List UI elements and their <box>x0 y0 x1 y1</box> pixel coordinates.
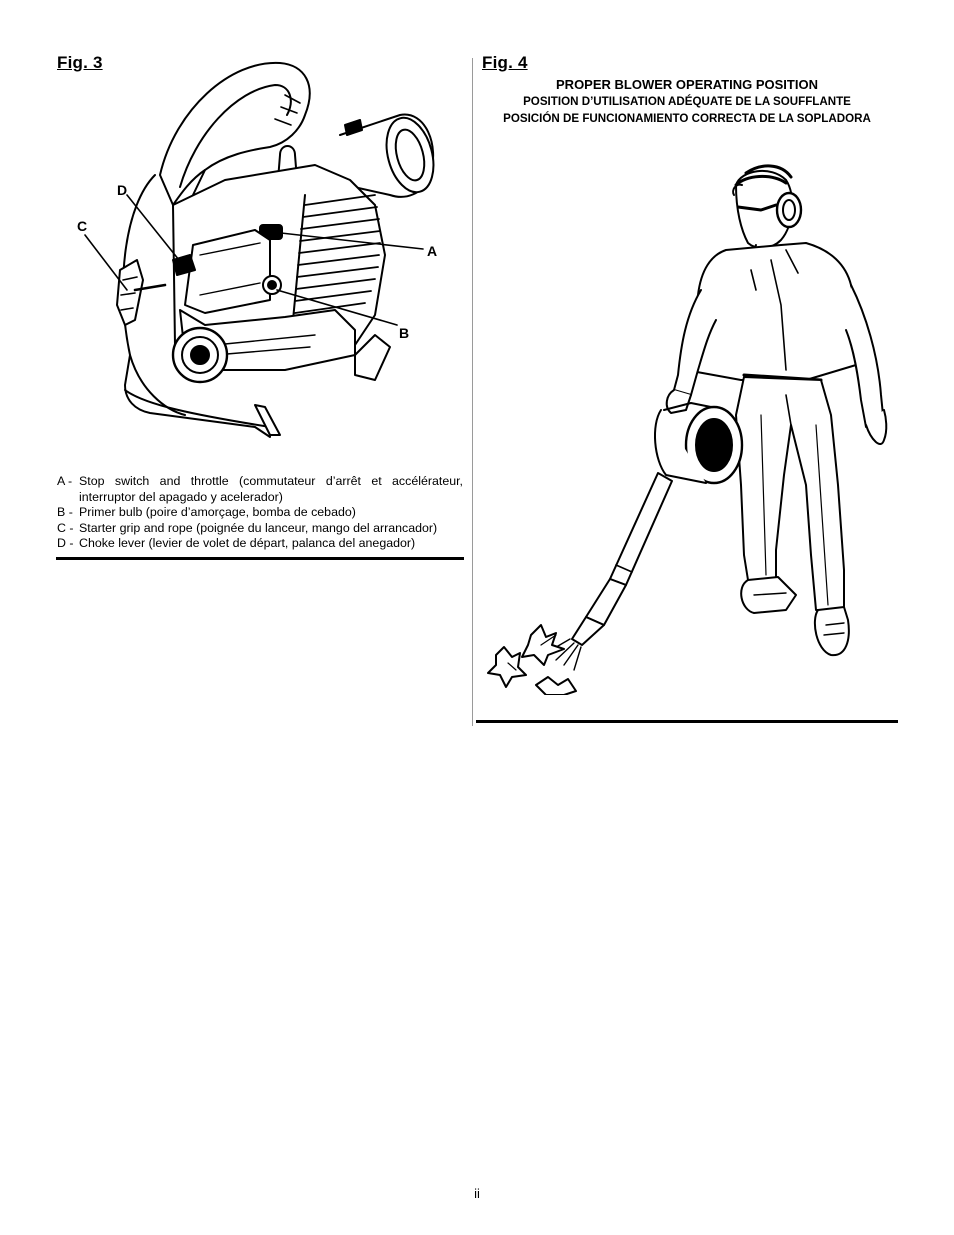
callout-d: D <box>117 182 128 198</box>
column-divider <box>472 58 473 726</box>
fig4-caption-french: POSITION D’UTILISATION ADÉQUATE DE LA SOUFFLANTE <box>523 95 851 108</box>
callout-c: C <box>77 218 88 234</box>
callout-b: B <box>399 325 410 341</box>
legend-text: Choke lever (levier de volet de départ, palanca del anegador) <box>79 536 416 551</box>
legend-item-a <box>57 474 463 505</box>
callout-a: A <box>427 243 438 259</box>
legend-text: Stop switch and throttle (commutateur d’arrêt et accélérateur, interruptor del apagado y acelerador) <box>79 474 463 504</box>
fig3-legend <box>57 474 463 552</box>
fig3-title: Fig. 3 <box>57 53 103 72</box>
blower-engine-illustration <box>55 55 445 450</box>
fig4-caption-spanish: POSICIÓN DE FUNCIONAMIENTO CORRECTA DE LA SOPLADORA <box>503 112 871 125</box>
legend-item-d <box>57 536 463 552</box>
legend-key: C - <box>57 520 74 535</box>
legend-key: D - <box>57 536 74 551</box>
legend-item-c <box>57 521 463 537</box>
fig4-bottom-rule <box>476 720 898 723</box>
legend-text: Starter grip and rope (poignée du lanceur, mango del arrancador) <box>79 520 438 535</box>
fig3-bottom-rule <box>56 557 464 560</box>
legend-item-b <box>57 505 463 521</box>
fig4-caption-english: PROPER BLOWER OPERATING POSITION <box>556 77 818 92</box>
legend-text: Primer bulb (poire d’amorçage, bomba de cebado) <box>79 505 356 520</box>
fig4-title: Fig. 4 <box>482 53 528 72</box>
legend-key: B - <box>57 505 73 520</box>
legend-key: A - <box>57 474 73 488</box>
operator-with-blower-illustration <box>486 155 896 695</box>
page-number: ii <box>474 1186 480 1201</box>
